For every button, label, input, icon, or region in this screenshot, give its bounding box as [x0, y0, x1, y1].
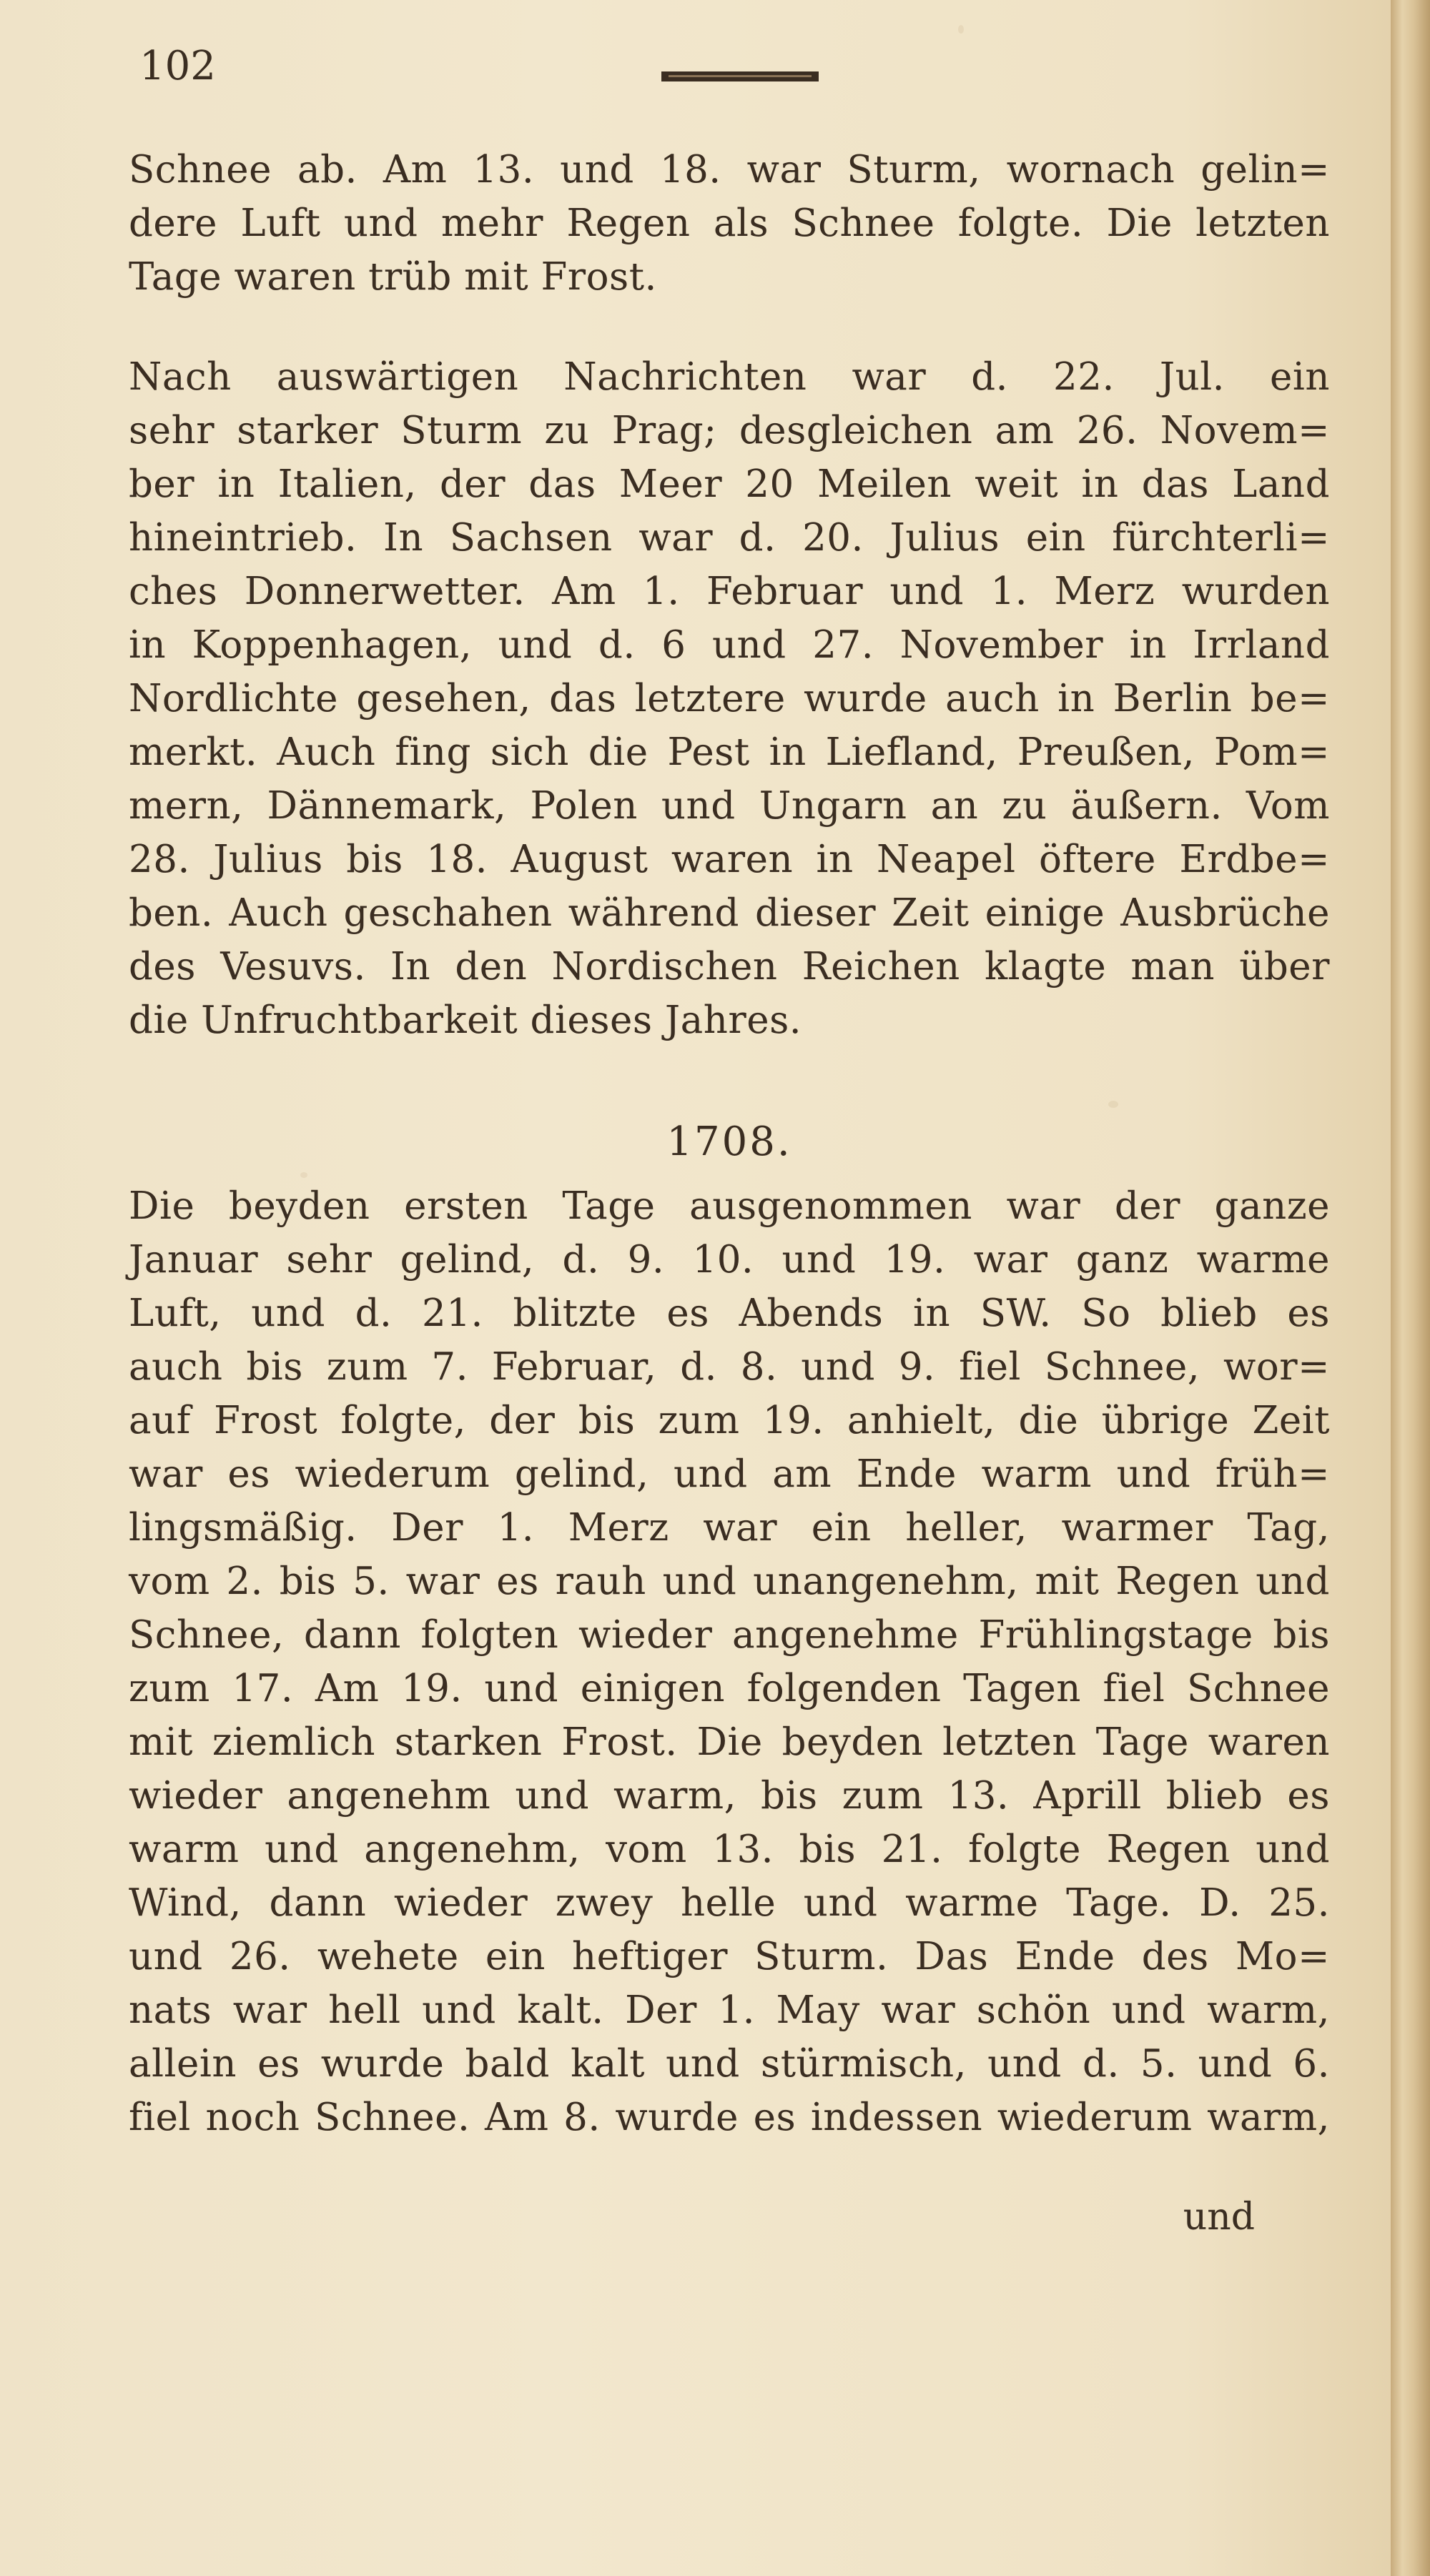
paragraph-2 — [129, 350, 1330, 1047]
text-line: mit ziemlich starken Frost. Die beyden letzten Tage waren — [129, 1720, 1330, 1764]
text-line: auf Frost folgte, der bis zum 19. anhielt, die übrige Zeit — [129, 1399, 1330, 1442]
paragraph-3 — [129, 1179, 1330, 2144]
text-line: zum 17. Am 19. und einigen folgenden Tagen fiel Schnee — [129, 1667, 1330, 1710]
text-line: Wind, dann wieder zwey helle und warme Tage. D. 25. — [129, 1881, 1330, 1925]
catchword: und — [1183, 2196, 1255, 2239]
paper-stain — [300, 1172, 307, 1178]
text-line: nats war hell und kalt. Der 1. May war schön und warm, — [129, 1988, 1330, 2032]
year-heading: 1708. — [666, 1119, 792, 1165]
header-rule — [661, 71, 819, 81]
text-line: merkt. Auch fing sich die Pest in Liefland, Preußen, Pom= — [129, 730, 1330, 774]
text-line: des Vesuvs. In den Nordischen Reichen klagte man über — [129, 945, 1330, 989]
text-line: ben. Auch geschahen während dieser Zeit einige Ausbrüche — [129, 891, 1330, 935]
text-line: Schnee, dann folgten wieder angenehme Frühlingstage bis — [129, 1613, 1330, 1657]
text-line: warm und angenehm, vom 13. bis 21. folgte Regen und — [129, 1828, 1330, 1871]
text-line: Luft, und d. 21. blitzte es Abends in SW. So blieb es — [129, 1292, 1330, 1335]
text-line: ber in Italien, der das Meer 20 Meilen weit in das Land — [129, 462, 1330, 506]
text-line: Nordlichte gesehen, das letztere wurde auch in Berlin be= — [129, 677, 1330, 720]
text-line: fiel noch Schnee. Am 8. wurde es indessen wiederum warm, — [129, 2096, 1330, 2139]
page-edge — [1391, 0, 1430, 2576]
text-line: die Unfruchtbarkeit dieses Jahres. — [129, 999, 802, 1042]
text-line: sehr starker Sturm zu Prag; desgleichen am 26. Novem= — [129, 409, 1330, 452]
text-line: dere Luft und mehr Regen als Schnee folgte. Die letzten — [129, 202, 1330, 245]
text-line: wieder angenehm und warm, bis zum 13. Aprill blieb es — [129, 1774, 1330, 1818]
text-line: Nach auswärtigen Nachrichten war d. 22. Jul. ein — [129, 355, 1330, 399]
text-line: lingsmäßig. Der 1. Merz war ein heller, warmer Tag, — [129, 1506, 1330, 1550]
text-line: Die beyden ersten Tage ausgenommen war der ganze — [129, 1184, 1330, 1228]
page-number: 102 — [139, 43, 216, 89]
text-line: 28. Julius bis 18. August waren in Neapel öftere Erdbe= — [129, 838, 1330, 881]
text-line: allein es wurde bald kalt und stürmisch, und d. 5. und 6. — [129, 2042, 1330, 2086]
text-line: hineintrieb. In Sachsen war d. 20. Julius ein fürchterli= — [129, 516, 1330, 560]
paper-stain — [958, 25, 964, 34]
text-line: und 26. wehete ein heftiger Sturm. Das Ende des Mo= — [129, 1935, 1330, 1978]
paragraph-1 — [129, 143, 1330, 304]
paper-stain — [1108, 1101, 1118, 1108]
text-line: in Koppenhagen, und d. 6 und 27. November in Irrland — [129, 623, 1330, 667]
text-line: vom 2. bis 5. war es rauh und unangenehm, mit Regen und — [129, 1560, 1330, 1603]
text-line: war es wiederum gelind, und am Ende warm und früh= — [129, 1452, 1330, 1496]
text-line: Tage waren trüb mit Frost. — [129, 255, 657, 299]
text-line: Januar sehr gelind, d. 9. 10. und 19. war ganz warme — [129, 1238, 1330, 1282]
text-line: Schnee ab. Am 13. und 18. war Sturm, wornach gelin= — [129, 148, 1330, 192]
text-line: auch bis zum 7. Februar, d. 8. und 9. fiel Schnee, wor= — [129, 1345, 1330, 1389]
text-line: ches Donnerwetter. Am 1. Februar und 1. Merz wurden — [129, 570, 1330, 613]
text-line: mern, Dännemark, Polen und Ungarn an zu äußern. Vom — [129, 784, 1330, 828]
